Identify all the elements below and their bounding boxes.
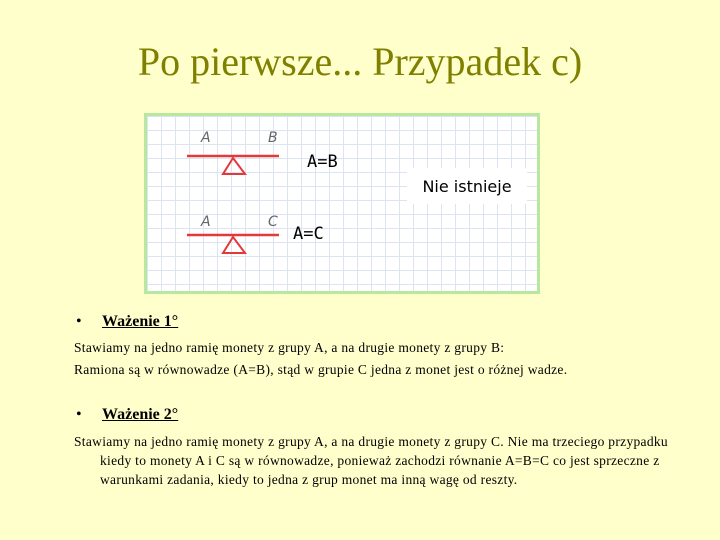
weighing-1-heading: Ważenie 1° <box>102 313 179 330</box>
weighing-1-heading-row <box>76 313 178 331</box>
weighing-2-text <box>74 432 694 489</box>
bullet: • <box>76 406 82 423</box>
slide-title: Po pierwsze... Przypadek c) <box>137 39 583 84</box>
weighing-1-line-2: Ramiona są w równowadze (A=B), stąd w grupie C jedna z monet jest o różnej wadze. <box>74 362 568 377</box>
scale2-left-label: A <box>201 214 211 230</box>
scale2-right-label: C <box>268 214 278 230</box>
scale1-left-label: A <box>201 130 211 146</box>
bullet: • <box>76 313 82 330</box>
does-not-exist-note: Nie istnieje <box>407 168 527 204</box>
weighing-1-line-1: Stawiamy na jedno ramię monety z grupy A, a na drugie monety z grupy B: <box>74 340 505 355</box>
weighing-1-text <box>74 338 694 379</box>
weighing-2-paragraph: Stawiamy na jedno ramię monety z grupy A, a na drugie monety z grupy C. Nie ma trzeciego przypadku kiedy to monety A i C są w równowadze, ponieważ zachodzi równanie A=B=C co jest sprzeczne z warunkami zadania, kiedy to jedna z grup monet ma inną wagę od reszty. <box>74 434 668 487</box>
weighing-2-heading: Ważenie 2° <box>102 406 179 423</box>
balance-figure <box>144 113 540 294</box>
equation-a-equals-b: A=B <box>307 152 338 172</box>
scale1-right-label: B <box>268 130 278 146</box>
equation-a-equals-c: A=C <box>293 224 324 244</box>
weighing-2-heading-row <box>76 406 178 424</box>
